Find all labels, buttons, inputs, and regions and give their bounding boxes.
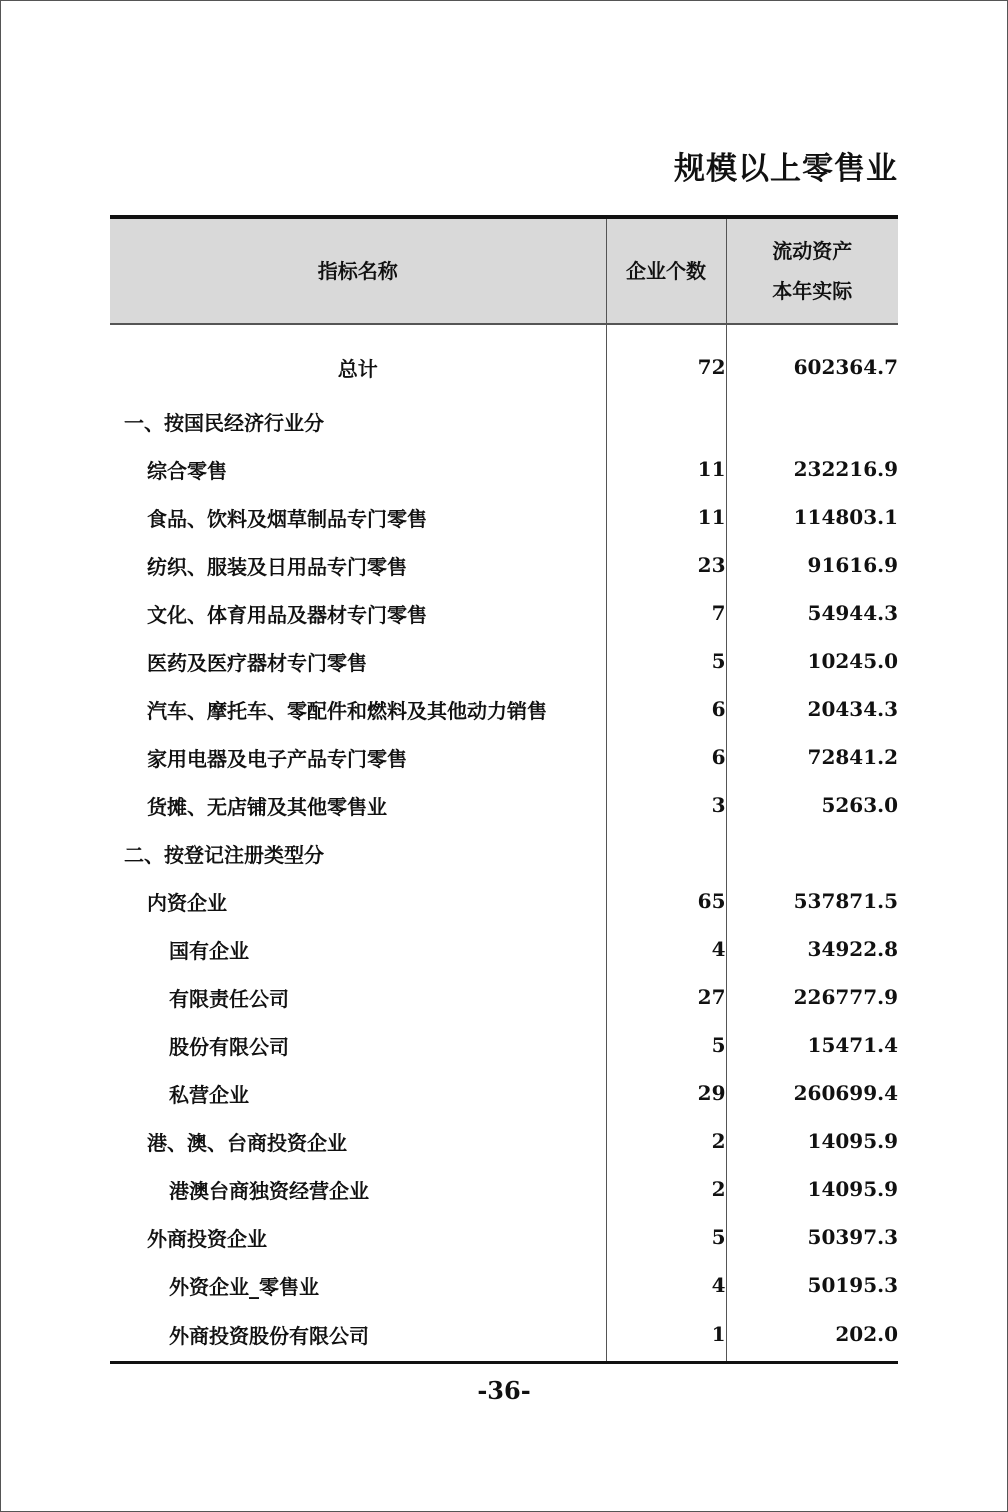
row-name: 文化、体育用品及器材专门零售 (147, 602, 427, 627)
row-count: 29 (606, 1069, 726, 1117)
table-row (110, 1165, 898, 1213)
table-row (110, 1261, 898, 1309)
row-asset: 602364.7 (726, 324, 898, 397)
row-count (606, 397, 726, 445)
table-row (110, 541, 898, 589)
row-asset: 34922.8 (726, 925, 898, 973)
row-count: 6 (606, 685, 726, 733)
row-asset: 50195.3 (726, 1261, 898, 1309)
row-asset: 226777.9 (726, 973, 898, 1021)
table-row (110, 1117, 898, 1165)
row-name: 纺织、服装及日用品专门零售 (147, 554, 407, 579)
table-row (110, 1213, 898, 1261)
row-name: 有限责任公司 (169, 986, 289, 1011)
table-row (110, 733, 898, 781)
page-number: -36- (477, 1376, 531, 1405)
row-asset: 14095.9 (726, 1165, 898, 1213)
row-count: 5 (606, 1021, 726, 1069)
row-asset: 50397.3 (726, 1213, 898, 1261)
row-count: 4 (606, 925, 726, 973)
row-name: 综合零售 (147, 458, 227, 483)
table-row (110, 589, 898, 637)
row-asset: 537871.5 (726, 877, 898, 925)
row-count: 11 (606, 493, 726, 541)
table-row (110, 877, 898, 925)
header-current-assets (726, 217, 898, 324)
row-name: 货摊、无店铺及其他零售业 (147, 794, 387, 819)
table-row (110, 1309, 898, 1363)
row-asset (726, 397, 898, 445)
table-row (110, 781, 898, 829)
table-row-total (110, 324, 898, 397)
table-row (110, 493, 898, 541)
row-asset: 10245.0 (726, 637, 898, 685)
row-asset: 72841.2 (726, 733, 898, 781)
row-asset: 15471.4 (726, 1021, 898, 1069)
row-count: 11 (606, 445, 726, 493)
page-title: 规模以上零售业 (674, 151, 898, 187)
row-name: 医药及医疗器材专门零售 (147, 650, 367, 675)
row-asset: 5263.0 (726, 781, 898, 829)
header-indicator-name: 指标名称 (110, 217, 606, 324)
row-count: 5 (606, 1213, 726, 1261)
row-count: 2 (606, 1117, 726, 1165)
table-row (110, 1021, 898, 1069)
header-current-assets-line2: 本年实际 (772, 279, 853, 303)
row-name: 汽车、摩托车、零配件和燃料及其他动力销售 (147, 698, 547, 723)
row-count: 7 (606, 589, 726, 637)
row-name: 港澳台商独资经营企业 (169, 1178, 369, 1203)
row-count: 6 (606, 733, 726, 781)
table-row (110, 637, 898, 685)
header-current-assets-line1: 流动资产 (772, 239, 853, 263)
table-row (110, 685, 898, 733)
statistics-table-container (110, 215, 898, 1364)
row-name: 内资企业 (147, 890, 227, 915)
row-count (606, 829, 726, 877)
row-name: 家用电器及电子产品专门零售 (147, 746, 407, 771)
table-header-row (110, 217, 898, 324)
row-name: 国有企业 (169, 938, 249, 963)
row-name: 总计 (337, 356, 378, 381)
row-name: 二、按登记注册类型分 (124, 842, 324, 867)
table-row (110, 1069, 898, 1117)
row-name: 外商投资股份有限公司 (110, 1309, 606, 1363)
statistics-table (110, 215, 898, 1364)
row-count: 65 (606, 877, 726, 925)
row-asset: 114803.1 (726, 493, 898, 541)
row-count: 27 (606, 973, 726, 1021)
table-row (110, 925, 898, 973)
table-row-section (110, 829, 898, 877)
row-name: 食品、饮料及烟草制品专门零售 (147, 506, 427, 531)
row-name: 外资企业_零售业 (169, 1274, 319, 1299)
row-asset: 202.0 (726, 1309, 898, 1363)
row-asset: 54944.3 (726, 589, 898, 637)
row-asset: 232216.9 (726, 445, 898, 493)
row-asset: 260699.4 (726, 1069, 898, 1117)
row-count: 1 (606, 1309, 726, 1363)
header-enterprise-count: 企业个数 (606, 217, 726, 324)
row-asset: 20434.3 (726, 685, 898, 733)
row-name: 私营企业 (169, 1082, 249, 1107)
table-row (110, 973, 898, 1021)
row-name: 股份有限公司 (169, 1034, 289, 1059)
row-asset: 14095.9 (726, 1117, 898, 1165)
row-name: 一、按国民经济行业分 (124, 410, 324, 435)
row-name: 港、澳、台商投资企业 (147, 1130, 347, 1155)
row-count: 5 (606, 637, 726, 685)
row-count: 3 (606, 781, 726, 829)
table-row (110, 445, 898, 493)
table-row-section (110, 397, 898, 445)
row-name: 外商投资企业 (147, 1226, 267, 1251)
row-count: 23 (606, 541, 726, 589)
row-count: 2 (606, 1165, 726, 1213)
row-asset (726, 829, 898, 877)
row-asset: 91616.9 (726, 541, 898, 589)
row-count: 72 (606, 324, 726, 397)
row-count: 4 (606, 1261, 726, 1309)
